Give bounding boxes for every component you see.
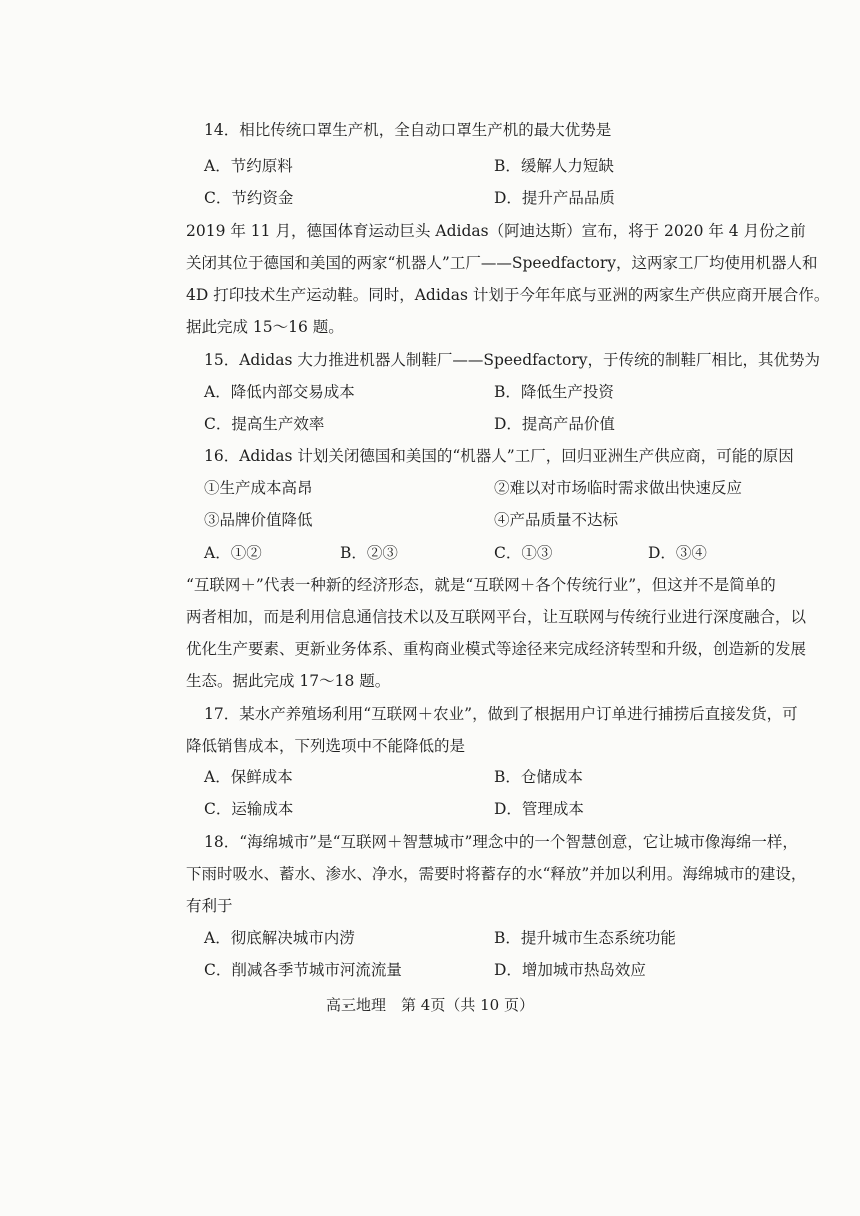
q16-statement-4: ④产品质量不达标 <box>494 511 619 529</box>
passage-1-line-3: 4D 打印技术生产运动鞋。同时，Adidas 计划于今年年底与亚洲的两家生产供应商开展合作。 <box>186 286 830 304</box>
question-17-stem-line-2: 降低销售成本，下列选项中不能降低的是 <box>186 737 466 755</box>
question-15-stem: 15．Adidas 大力推进机器人制鞋厂——Speedfactory，于传统的制鞋厂相比，其优势为 <box>204 351 821 369</box>
q15-option-d: D．提高产品价值 <box>494 415 615 433</box>
q16-statement-2: ②难以对市场临时需求做出快速反应 <box>494 479 743 497</box>
question-14-stem: 14．相比传统口罩生产机，全自动口罩生产机的最大优势是 <box>204 121 612 139</box>
q18-option-a: A．彻底解决城市内涝 <box>204 929 355 947</box>
q14-option-d: D．提升产品品质 <box>494 189 615 207</box>
q14-option-b: B．缓解人力短缺 <box>494 157 614 175</box>
question-17-stem-line-1: 17．某水产养殖场利用“互联网＋农业”，做到了根据用户订单进行捕捞后直接发货，可 <box>204 705 798 723</box>
q16-option-b: B．②③ <box>340 544 398 562</box>
q15-option-b: B．降低生产投资 <box>494 383 614 401</box>
passage-2-line-1: “互联网＋”代表一种新的经济形态，就是“互联网＋各个传统行业”，但这并不是简单的 <box>186 576 776 594</box>
q16-option-d: D．③④ <box>648 544 707 562</box>
q14-option-c: C．节约资金 <box>204 189 294 207</box>
q15-option-a: A．降低内部交易成本 <box>204 383 355 401</box>
q17-option-a: A．保鲜成本 <box>204 768 293 786</box>
q17-option-c: C．运输成本 <box>204 800 294 818</box>
passage-2-line-2: 两者相加，而是利用信息通信技术以及互联网平台，让互联网与传统行业进行深度融合，以 <box>186 608 807 626</box>
passage-2-line-3: 优化生产要素、更新业务体系、重构商业模式等途径来完成经济转型和升级，创造新的发展 <box>186 640 807 658</box>
q17-option-d: D．管理成本 <box>494 800 584 818</box>
question-18-stem-line-3: 有利于 <box>186 897 233 915</box>
q15-option-c: C．提高生产效率 <box>204 415 325 433</box>
question-18-stem-line-2: 下雨时吸水、蓄水、渗水、净水，需要时将蓄存的水“释放”并加以利用。海绵城市的建设， <box>186 865 807 883</box>
question-16-stem: 16．Adidas 计划关闭德国和美国的“机器人”工厂，回归亚洲生产供应商，可能的原因 <box>204 447 794 465</box>
passage-1-line-1: 2019 年 11 月，德国体育运动巨头 Adidas（阿迪达斯）宣布，将于 2020 年 4 月份之前 <box>186 222 806 240</box>
q18-option-d: D．增加城市热岛效应 <box>494 961 646 979</box>
q17-option-b: B．仓储成本 <box>494 768 583 786</box>
q16-statement-1: ①生产成本高昂 <box>204 479 313 497</box>
passage-2-line-4: 生态。据此完成 17～18 题。 <box>186 672 391 690</box>
page-footer: 高三地理 第 4页（共 10 页） <box>326 996 534 1014</box>
question-18-stem-line-1: 18．“海绵城市”是“互联网＋智慧城市”理念中的一个智慧创意，它让城市像海绵一样， <box>204 833 798 851</box>
q18-option-b: B．提升城市生态系统功能 <box>494 929 676 947</box>
q16-option-a: A．①② <box>204 544 262 562</box>
q14-option-a: A．节约原料 <box>204 157 293 175</box>
passage-1-line-2: 关闭其位于德国和美国的两家“机器人”工厂——Speedfactory，这两家工厂均使用机器人和 <box>186 254 818 272</box>
q16-statement-3: ③品牌价值降低 <box>204 511 313 529</box>
q16-option-c: C．①③ <box>494 544 553 562</box>
passage-1-line-4: 据此完成 15～16 题。 <box>186 318 344 336</box>
q18-option-c: C．削减各季节城市河流流量 <box>204 961 402 979</box>
